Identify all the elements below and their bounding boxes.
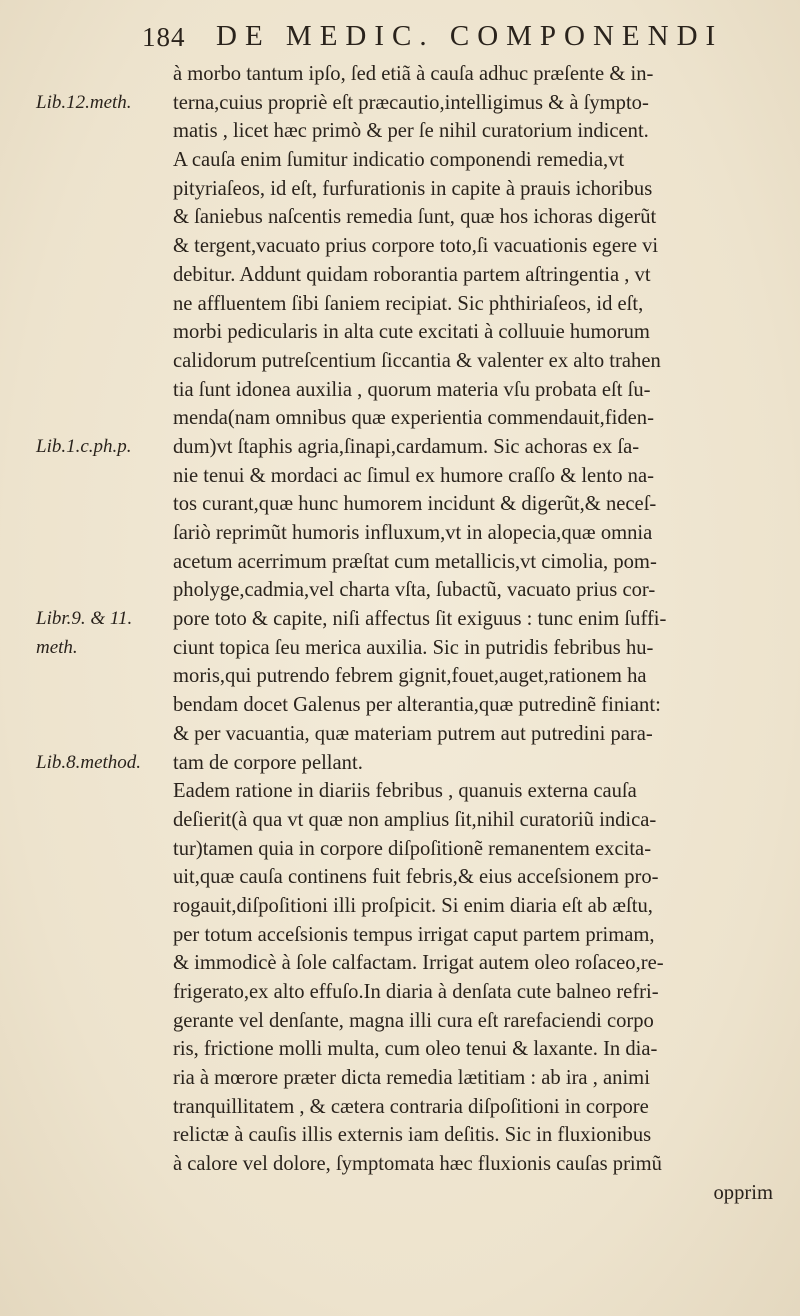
text-line: tranquillitatem , & cætera contraria diſpoſitioni in corpore: [173, 1095, 649, 1118]
text-line: pore toto & capite, niſi affectus ſit exiguus : tunc enim ſuffi-: [173, 608, 667, 631]
marginal-note: Lib.1.c.ph.p.: [36, 436, 132, 458]
text-line: pityriaſeos, id eſt, furfurationis in capite à prauis ichoribus: [173, 177, 653, 200]
page-number: 184: [142, 22, 186, 52]
text-line: ſariò reprimũt humoris influxum,vt in alopecia,quæ omnia: [173, 522, 653, 544]
text-line: deſierit(à qua vt quæ non amplius ſit,nihil curatoriũ indica-: [173, 808, 657, 831]
text-line: acetum acerrimum præſtat cum metallicis,vt cimolia, pom-: [173, 550, 657, 573]
text-line: per totum acceſsionis tempus irrigat caput partem primam,: [173, 923, 655, 946]
text-line: tos curant,quæ hunc humorem incidunt & digerũt,& neceſ-: [173, 493, 657, 516]
main-text-block: [173, 60, 773, 1208]
text-line: nie tenui & mordaci ac ſimul ex humore craſſo & lento na-: [173, 464, 654, 487]
text-line: relictæ à cauſis illis externis iam deſitis. Sic in fluxionibus: [173, 1124, 652, 1147]
text-line: ciunt topica ſeu merica auxilia. Sic in putridis febribus hu-: [173, 636, 654, 659]
text-line: rogauit,diſpoſitioni illi proſpicit. Si enim diaria eſt ab æſtu,: [173, 894, 653, 917]
text-line: morbi pedicularis in alta cute excitati à colluuie humorum: [173, 321, 650, 344]
marginal-note: Libr.9. & 11.: [36, 608, 133, 630]
text-line: matis , licet hæc primò & per ſe nihil curatorium indicent.: [173, 120, 649, 143]
text-line: bendam docet Galenus per alterantia,quæ putredinẽ finiant:: [173, 694, 661, 717]
text-line: pholyge,cadmia,vel charta vſta, ſubactũ, vacuato prius cor-: [173, 579, 656, 602]
text-line: à calore vel dolore, ſymptomata hæc fluxionis cauſas primũ: [173, 1153, 662, 1176]
text-line: frigerato,ex alto effuſo.In diaria à denſata cute balneo refri-: [173, 981, 659, 1003]
text-line: tia ſunt idonea auxilia , quorum materia vſu probata eſt ſu-: [173, 378, 651, 401]
text-line: debitur. Addunt quidam roborantia partem aſtringentia , vt: [173, 263, 651, 286]
text-line: ne affluentem ſibi ſaniem recipiat. Sic phthiriaſeos, id eſt,: [173, 292, 644, 315]
text-line: & tergent,vacuato prius corpore toto,ſi vacuationis egere vi: [173, 235, 659, 258]
text-line: menda(nam omnibus quæ experientia commendauit,fiden-: [173, 407, 654, 430]
text-line: dum)vt ſtaphis agria,ſinapi,cardamum. Sic achoras ex ſa-: [173, 435, 640, 458]
text-line: ria à mœrore præter dicta remedia lætitiam : ab ira , animi: [173, 1067, 650, 1090]
text-line: & ſaniebus naſcentis remedia ſunt, quæ hos ichoras digerũt: [173, 206, 657, 229]
text-line: A cauſa enim ſumitur indicatio componendi remedia,vt: [173, 149, 625, 172]
marginal-note: Lib.8.method.: [36, 751, 142, 773]
text-line: tam de corpore pellant.: [173, 751, 363, 774]
text-line: & immodicè à ſole calfactam. Irrigat autem oleo roſaceo,re-: [173, 952, 664, 975]
marginal-note: meth.: [36, 637, 78, 658]
catchword: opprim: [713, 1181, 773, 1204]
running-head: DE MEDIC. COMPONENDI: [216, 20, 724, 52]
text-line: calidorum putreſcentium ſiccantia & valenter ex alto trahen: [173, 349, 661, 372]
text-line: à morbo tantum ipſo, ſed etiã à cauſa adhuc præſente & in-: [173, 63, 654, 85]
text-line: Eadem ratione in diariis febribus , quanuis externa cauſa: [173, 780, 637, 803]
page-header: [120, 14, 776, 54]
text-line: & per vacuantia, quæ materiam putrem aut putredini para-: [173, 722, 653, 745]
marginal-note: Lib.12.meth.: [36, 91, 132, 113]
text-line: ris, frictione molli multa, cum oleo tenui & laxante. In dia-: [173, 1038, 658, 1061]
text-line: moris,qui putrendo febrem gignit,fouet,auget,rationem ha: [173, 665, 647, 688]
text-line: tur)tamen quia in corpore diſpoſitionẽ remanentem excita-: [173, 837, 652, 860]
text-line: terna,cuius propriè eſt præcautio,intelligimus & à ſympto-: [173, 91, 649, 114]
text-line: gerante vel denſante, magna illi cura eſt rarefaciendi corpo: [173, 1009, 654, 1032]
text-line: uit,quæ cauſa continens fuit febris,& eius acceſsionem pro-: [173, 866, 659, 889]
